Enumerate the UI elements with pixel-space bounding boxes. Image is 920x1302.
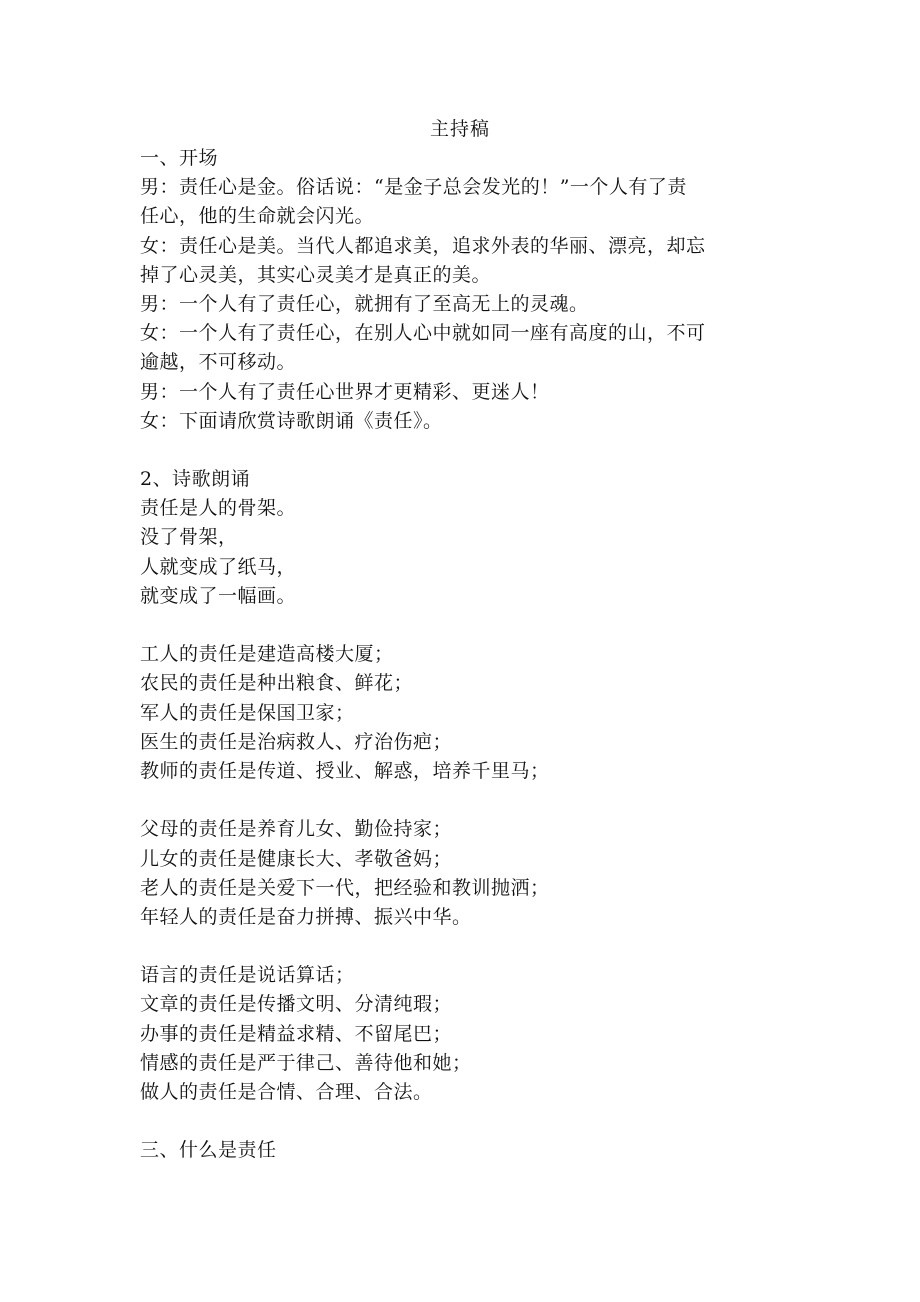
poem-line: 责任是人的骨架。 bbox=[140, 497, 297, 520]
paragraph-gap bbox=[140, 436, 780, 465]
poem-line: 没了骨架， bbox=[140, 526, 238, 549]
section-heading-poem: 2、诗歌朗诵 bbox=[140, 468, 251, 491]
poem-line: 文章的责任是传播文明、分清纯瑕； bbox=[140, 993, 453, 1016]
poem-line: 就变成了一幅画。 bbox=[140, 584, 297, 607]
poem-line: 年轻人的责任是奋力拼搏、振兴中华。 bbox=[140, 905, 472, 928]
poem-line: 语言的责任是说话算话； bbox=[140, 964, 355, 987]
stanza-gap bbox=[140, 611, 780, 640]
opening-line: 掉了心灵美，其实心灵美才是真正的美。 bbox=[140, 263, 492, 286]
poem-line: 做人的责任是合情、合理、合法。 bbox=[140, 1081, 433, 1103]
poem-line: 人就变成了纸马， bbox=[140, 555, 297, 578]
poem-line: 农民的责任是种出粮食、鲜花； bbox=[140, 672, 414, 695]
opening-line: 任心，他的生命就会闪光。 bbox=[140, 205, 375, 228]
opening-line: 男：一个人有了责任心，就拥有了至高无上的灵魂。 bbox=[140, 292, 589, 315]
opening-line: 逾越，不可移动。 bbox=[140, 351, 297, 374]
opening-line: 女：一个人有了责任心，在别人心中就如同一座有高度的山，不可 bbox=[140, 322, 706, 345]
poem-line: 父母的责任是养育儿女、勤俭持家； bbox=[140, 818, 453, 841]
poem-line: 工人的责任是建造高楼大厦； bbox=[140, 643, 394, 666]
poem-line: 儿女的责任是健康长大、孝敬爸妈； bbox=[140, 847, 453, 870]
poem-line: 情感的责任是严于律己、善待他和她； bbox=[140, 1051, 472, 1074]
opening-line: 男：一个人有了责任心世界才更精彩、更迷人！ bbox=[140, 380, 550, 403]
stanza-gap bbox=[140, 932, 780, 961]
opening-line: 女：下面请欣赏诗歌朗诵《责任》。 bbox=[140, 409, 443, 432]
opening-line: 男：责任心是金。俗话说：“是金子总会发光的！”一个人有了责 bbox=[140, 176, 687, 199]
section-heading-what-is-responsibility: 三、什么是责任 bbox=[140, 1139, 277, 1162]
poem-line: 办事的责任是精益求精、不留尾巴； bbox=[140, 1022, 453, 1045]
section-heading-opening: 一、开场 bbox=[140, 147, 219, 169]
poem-line: 医生的责任是治病救人、疗治伤疤； bbox=[140, 730, 453, 753]
poem-line: 教师的责任是传道、授业、解惑，培养千里马； bbox=[140, 759, 550, 782]
document-body bbox=[140, 144, 780, 1166]
stanza-gap bbox=[140, 786, 780, 815]
paragraph-gap bbox=[140, 1107, 780, 1136]
poem-line: 军人的责任是保国卫家； bbox=[140, 701, 355, 724]
poem-line: 老人的责任是关爱下一代，把经验和教训抛洒； bbox=[140, 876, 550, 899]
document-title: 主持稿 bbox=[429, 118, 490, 140]
opening-line: 女：责任心是美。当代人都追求美，追求外表的华丽、漂亮，却忘 bbox=[140, 234, 706, 257]
